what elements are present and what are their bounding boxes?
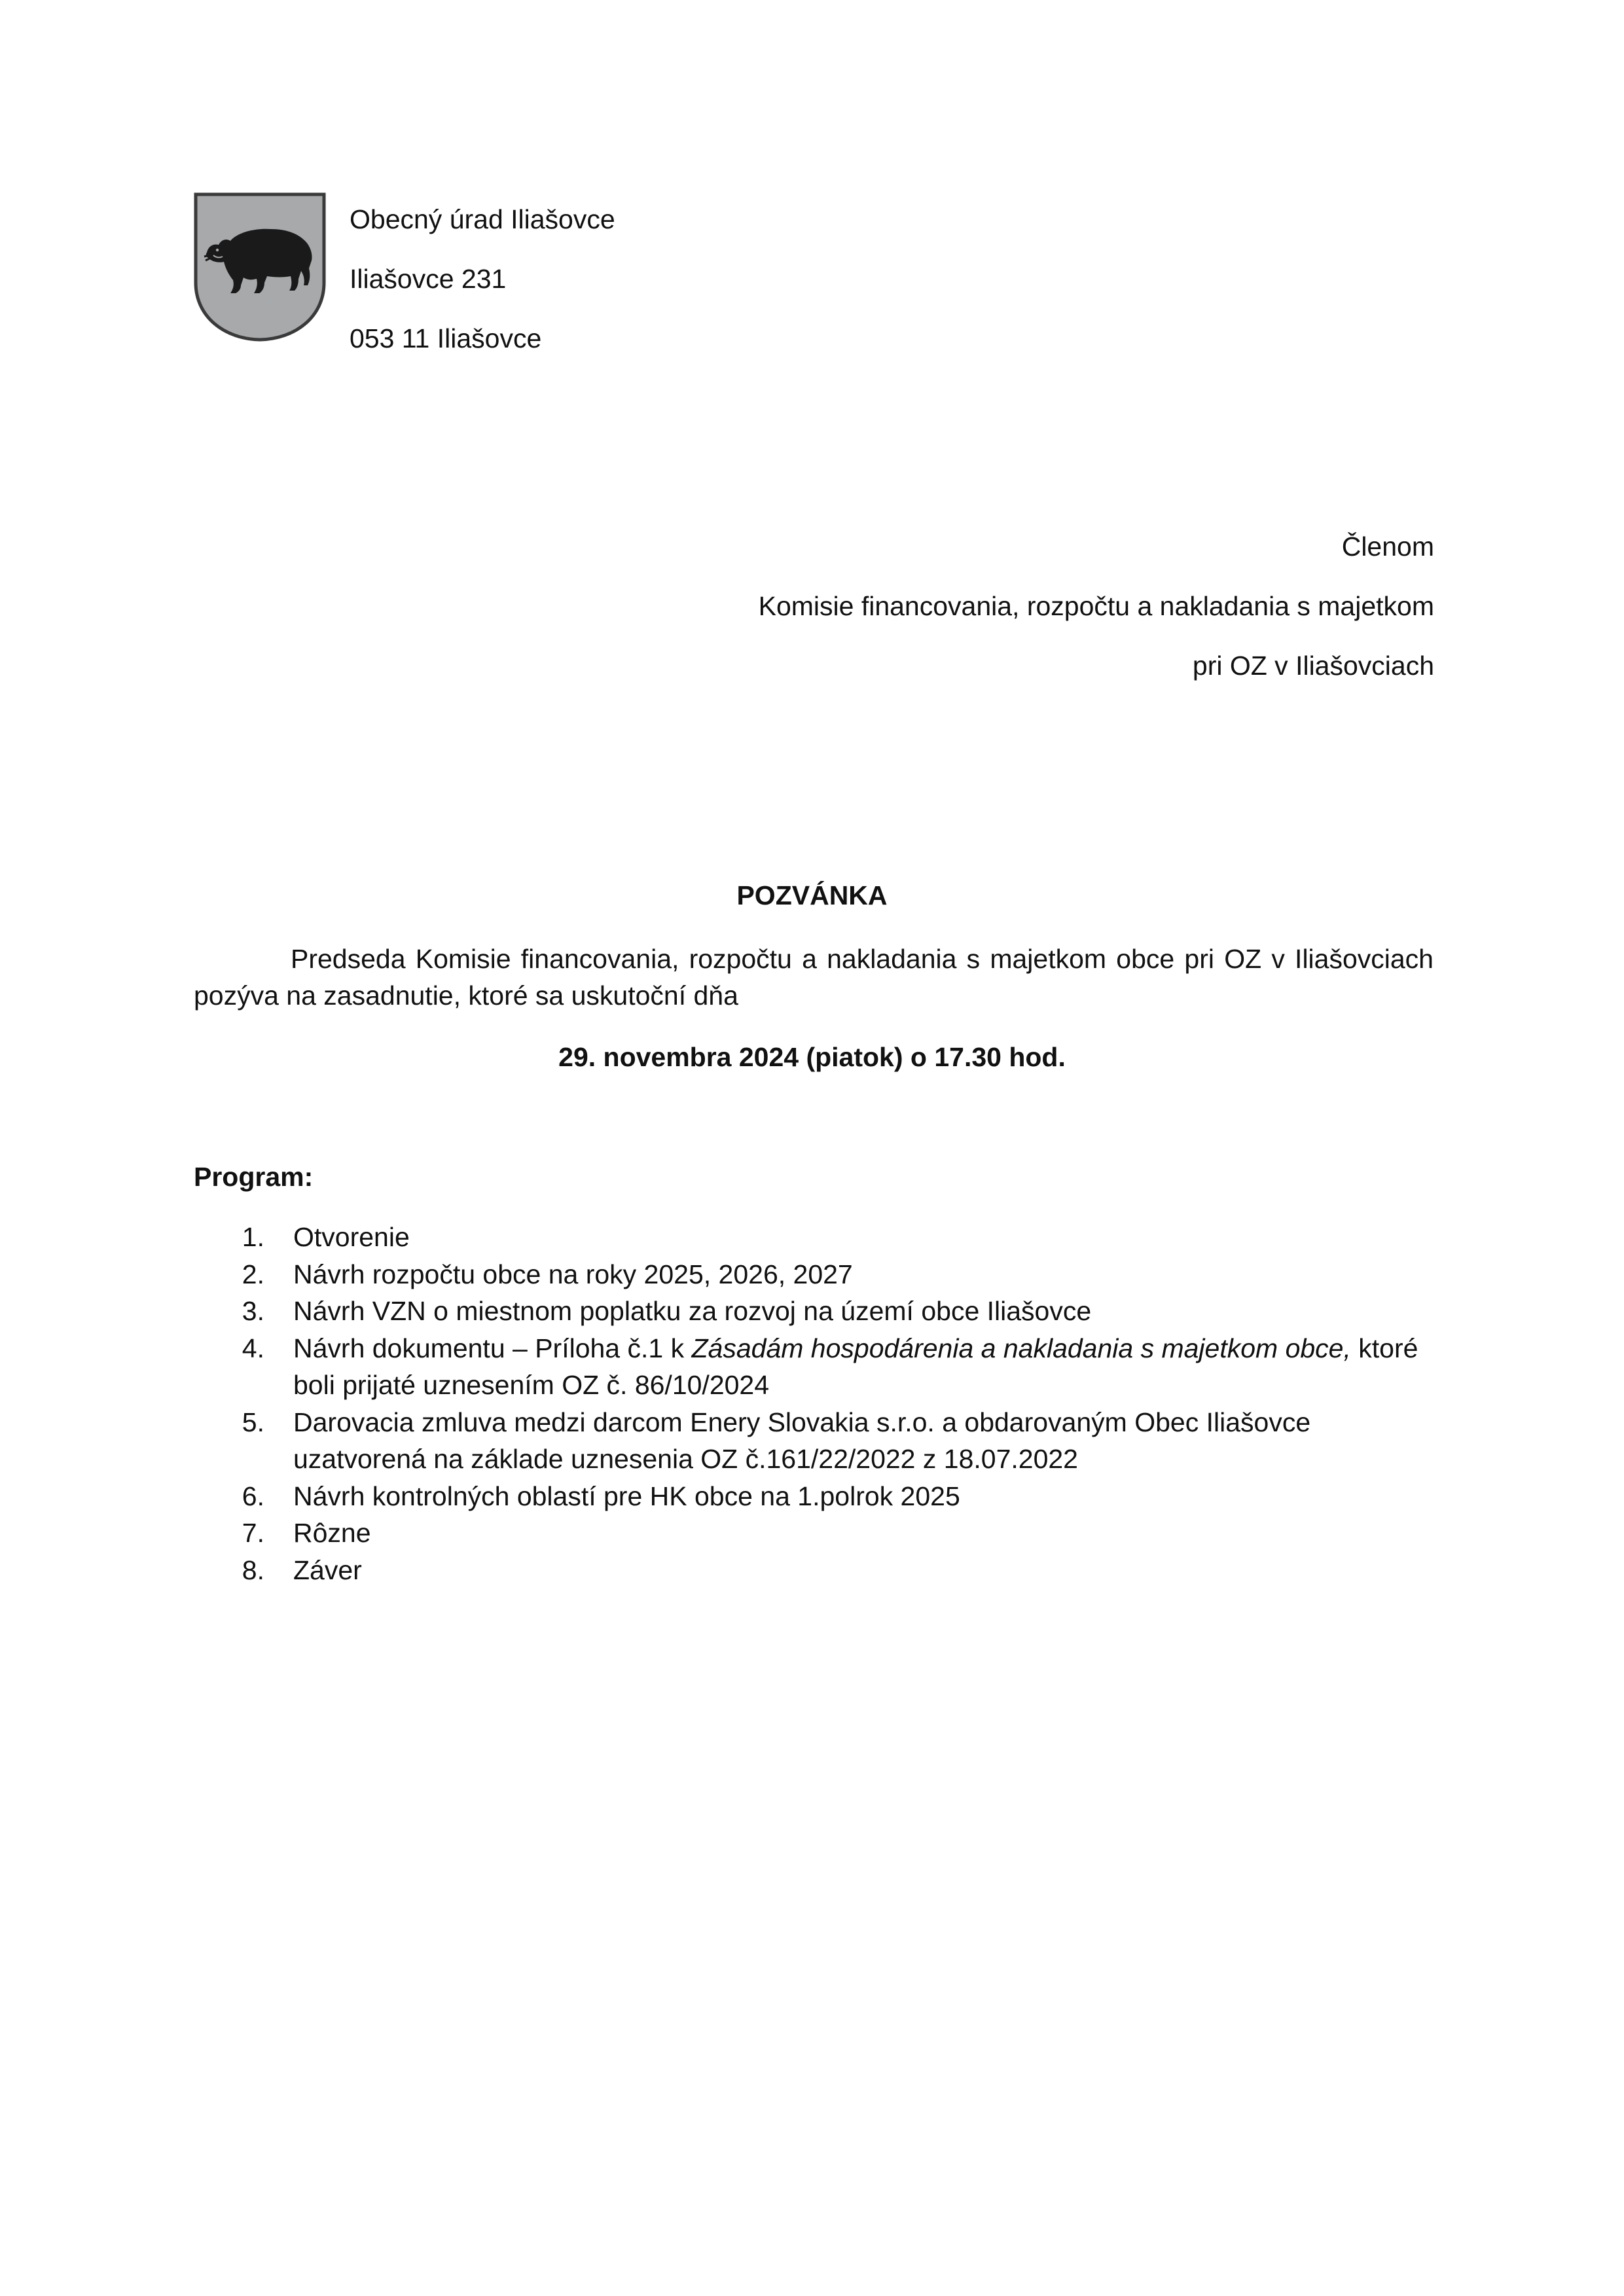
agenda-item-text: Rôzne	[293, 1518, 371, 1548]
agenda-item	[194, 1552, 1437, 1589]
sender-postal-city: 053 11 Iliašovce	[350, 323, 542, 353]
agenda-item-number: 7.	[242, 1518, 264, 1548]
agenda-item	[194, 1293, 1437, 1330]
agenda-item-text-tail: ktoré boli prijaté uznesením OZ č. 86/10/2024	[293, 1333, 1418, 1400]
agenda-item-number: 2.	[242, 1259, 264, 1289]
agenda-item-text: Návrh kontrolných oblastí pre HK obce na 1.polrok 2025	[293, 1480, 960, 1511]
agenda-item	[194, 1219, 1437, 1256]
agenda-item-text-lead: Návrh dokumentu – Príloha č.1 k	[293, 1333, 692, 1363]
agenda-item	[194, 1404, 1437, 1478]
agenda-item-number: 4.	[242, 1333, 264, 1363]
agenda-item	[194, 1330, 1437, 1404]
agenda-item	[194, 1478, 1437, 1515]
agenda-item-text: Otvorenie	[293, 1222, 410, 1252]
agenda-item-number: 8.	[242, 1554, 264, 1585]
program-heading: Program:	[194, 1162, 314, 1192]
sender-address	[350, 190, 615, 368]
recipient-address	[759, 517, 1434, 696]
agenda-item-text	[293, 1330, 1437, 1404]
agenda-list	[194, 1219, 1437, 1588]
agenda-item-text: Návrh rozpočtu obce na roky 2025, 2026, 2027	[293, 1259, 853, 1289]
recipient-salutation: Členom	[1341, 531, 1434, 562]
meeting-date: 29. novembra 2024 (piatok) o 17.30 hod.	[558, 1042, 1066, 1072]
recipient-committee: Komisie financovania, rozpočtu a nakladania s majetkom	[758, 591, 1434, 621]
agenda-item	[194, 1515, 1437, 1552]
agenda-item-number: 6.	[242, 1480, 264, 1511]
agenda-item-number: 1.	[242, 1222, 264, 1252]
recipient-council: pri OZ v Iliašovciach	[1192, 651, 1434, 681]
sender-office-name: Obecný úrad Iliašovce	[350, 204, 615, 234]
agenda-item-text: Záver	[293, 1554, 362, 1585]
agenda-item-number: 3.	[242, 1296, 264, 1326]
agenda-item	[194, 1256, 1437, 1293]
coat-of-arms-bear-icon	[194, 192, 326, 342]
agenda-item-text: Darovacia zmluva medzi darcom Enery Slovakia s.r.o. a obdarovaným Obec Iliašovce uzatvorená na základe uznesenia OZ č.161/22/2022 z 18.07.2022	[293, 1407, 1311, 1474]
agenda-item-text-italic: Zásadám hospodárenia a nakladania s majetkom obce,	[691, 1333, 1351, 1363]
document-title: POZVÁNKA	[736, 880, 888, 910]
agenda-item-text: Návrh VZN o miestnom poplatku za rozvoj na území obce Iliašovce	[293, 1296, 1092, 1326]
agenda-item-number: 5.	[242, 1407, 264, 1437]
sender-street: Iliašovce 231	[350, 264, 507, 294]
invitation-paragraph: Predseda Komisie financovania, rozpočtu a nakladania s majetkom obce pri OZ v Iliašovciach pozýva na zasadnutie, ktoré sa uskutoční dňa	[194, 944, 1434, 1011]
